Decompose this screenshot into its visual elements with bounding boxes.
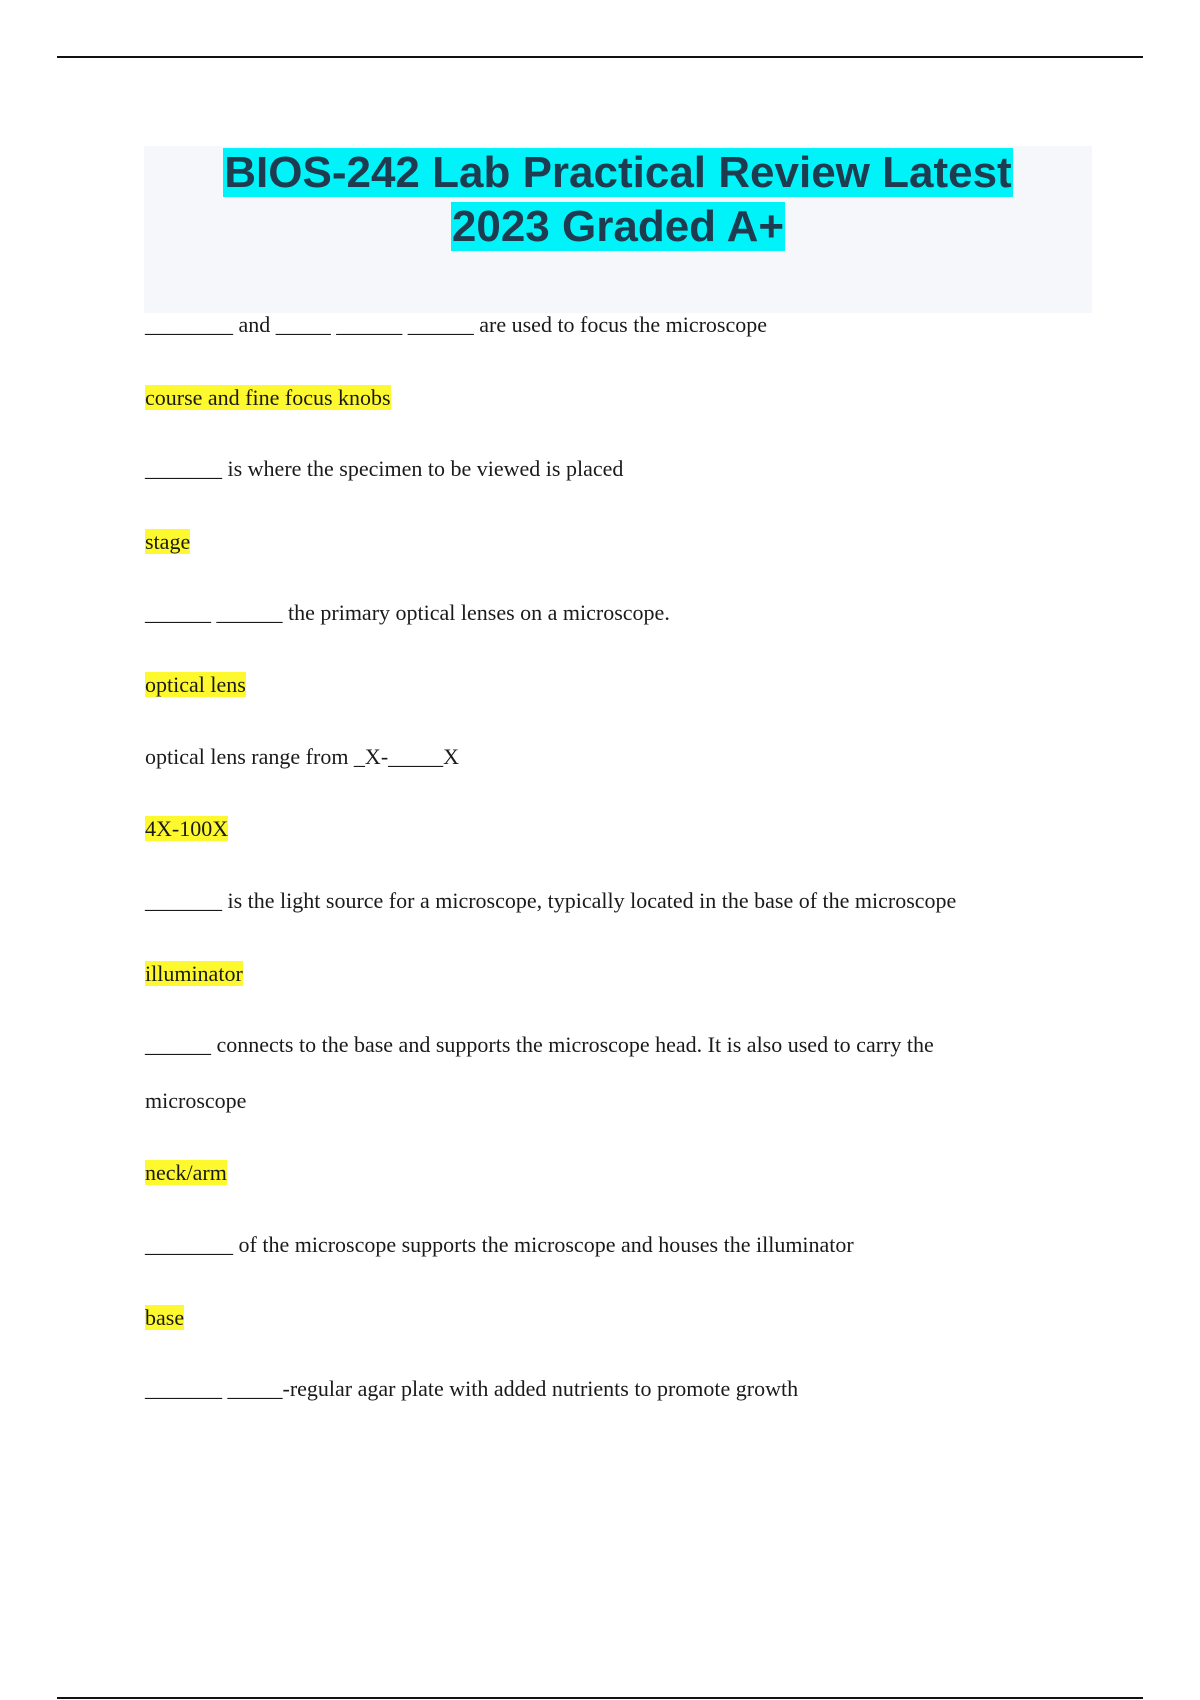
answer-highlight-1: course and fine focus knobs [145, 385, 391, 410]
title-block [144, 146, 1092, 313]
question-4: optical lens range from _X-_____X [145, 744, 460, 769]
header-rule [57, 56, 1143, 58]
question-2: _______ is where the specimen to be viewed is placed [145, 456, 624, 481]
answer-5 [145, 961, 1105, 987]
answer-4 [145, 816, 1105, 842]
answer-2 [145, 529, 1105, 555]
answer-highlight-6: neck/arm [145, 1160, 227, 1185]
answer-highlight-5: illuminator [145, 961, 243, 986]
answer-highlight-7: base [145, 1305, 185, 1330]
title-line-2: 2023 Graded A+ [451, 202, 785, 251]
answer-highlight-3: optical lens [145, 672, 246, 697]
document-title [144, 146, 1092, 254]
question-3: ______ ______ the primary optical lenses on a microscope. [145, 600, 670, 625]
title-line-1: BIOS-242 Lab Practical Review Latest [224, 148, 1012, 197]
answer-6 [145, 1160, 1105, 1186]
footer-rule [57, 1697, 1143, 1699]
question-5: _______ is the light source for a microscope, typically located in the base of the microscope [145, 888, 957, 913]
answer-1 [145, 385, 1105, 411]
question-8: _______ _____-regular agar plate with added nutrients to promote growth [145, 1376, 799, 1401]
question-1: ________ and _____ ______ ______ are used to focus the microscope [145, 312, 767, 337]
question-6-line-2: microscope [145, 1088, 247, 1113]
answer-3 [145, 672, 1105, 698]
answer-highlight-4: 4X-100X [145, 816, 229, 841]
answer-highlight-2: stage [145, 529, 191, 554]
question-6-line-1: ______ connects to the base and supports the microscope head. It is also used to carry the [145, 1032, 934, 1057]
answer-7 [145, 1305, 1105, 1331]
question-7: ________ of the microscope supports the microscope and houses the illuminator [145, 1232, 854, 1257]
